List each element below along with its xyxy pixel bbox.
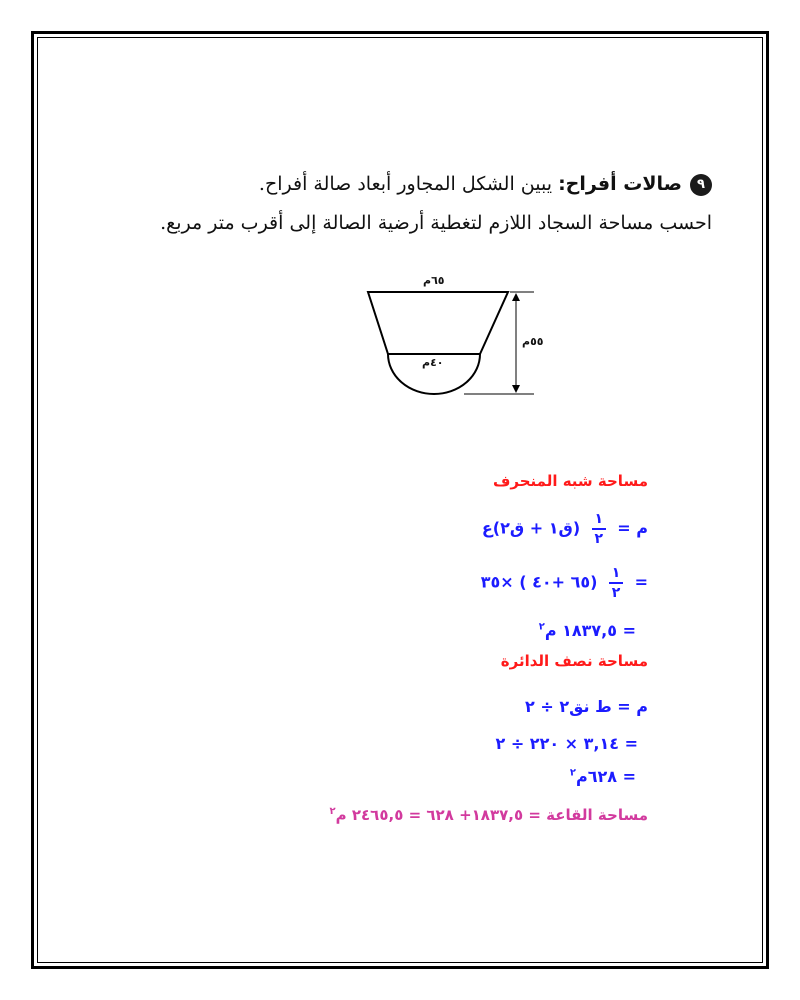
trapezoid-substitution-lhs: =: [634, 572, 648, 592]
trapezoid-result: [539, 621, 636, 640]
trapezoid-heading: مساحة شبه المنحرف: [492, 472, 648, 490]
problem-statement-1: يبين الشكل المجاور أبعاد صالة أفراح.: [258, 173, 553, 195]
square-exponent-1: ٢: [538, 621, 545, 633]
total-area: [330, 806, 648, 824]
trapezoid-substitution-rhs: (٦٥ +٤٠ ) ×٣٥: [480, 572, 598, 592]
height-arrow-top: [512, 293, 520, 301]
semicircle-result: [570, 767, 636, 786]
trapezoid-formula-rhs: (ق١ + ق٢)ع: [481, 518, 581, 538]
height-arrow-bottom: [512, 385, 520, 393]
problem-title: صالات أفراح:: [558, 173, 682, 195]
height-label: ٥٥م: [522, 335, 544, 348]
diameter-label: ٤٠م: [422, 356, 444, 369]
trapezoid-formula: [482, 512, 648, 546]
semicircle-substitution: = ٣,١٤ × ٢٢٠ ÷ ٢: [495, 734, 638, 753]
square-exponent-2: ٢: [569, 767, 576, 779]
trapezoid-substitution: [481, 566, 648, 600]
problem-line-1: [259, 173, 712, 196]
semicircle-heading: مساحة نصف الدائرة: [500, 652, 648, 670]
half-fraction: [592, 512, 606, 546]
semicircle-formula: م = ط نق٢ ÷ ٢: [525, 697, 648, 716]
top-width-label: ٦٥م: [423, 274, 445, 287]
fraction-numerator: ١: [594, 511, 603, 527]
problem-number-badge: ٩: [690, 174, 712, 196]
trapezoid-result-value: = ١٨٣٧,٥ م: [544, 621, 636, 640]
fraction-denominator: ٢: [594, 531, 603, 547]
trapezoid-outline: [368, 292, 508, 354]
hall-diagram: [360, 268, 550, 408]
total-area-value: مساحة القاعة = ١٨٣٧,٥+ ٦٢٨ = ٢٤٦٥,٥ م: [335, 806, 648, 824]
fraction-numerator-2: ١: [611, 565, 621, 581]
half-fraction-2: [609, 566, 623, 600]
square-exponent-3: ٢: [329, 806, 336, 817]
semicircle-result-value: = ٦٢٨م: [575, 767, 636, 786]
problem-statement-2: احسب مساحة السجاد اللازم لتغطية أرضية الصالة إلى أقرب متر مربع.: [160, 212, 712, 234]
fraction-denominator-2: ٢: [611, 585, 621, 601]
trapezoid-formula-lhs: م =: [617, 518, 648, 538]
